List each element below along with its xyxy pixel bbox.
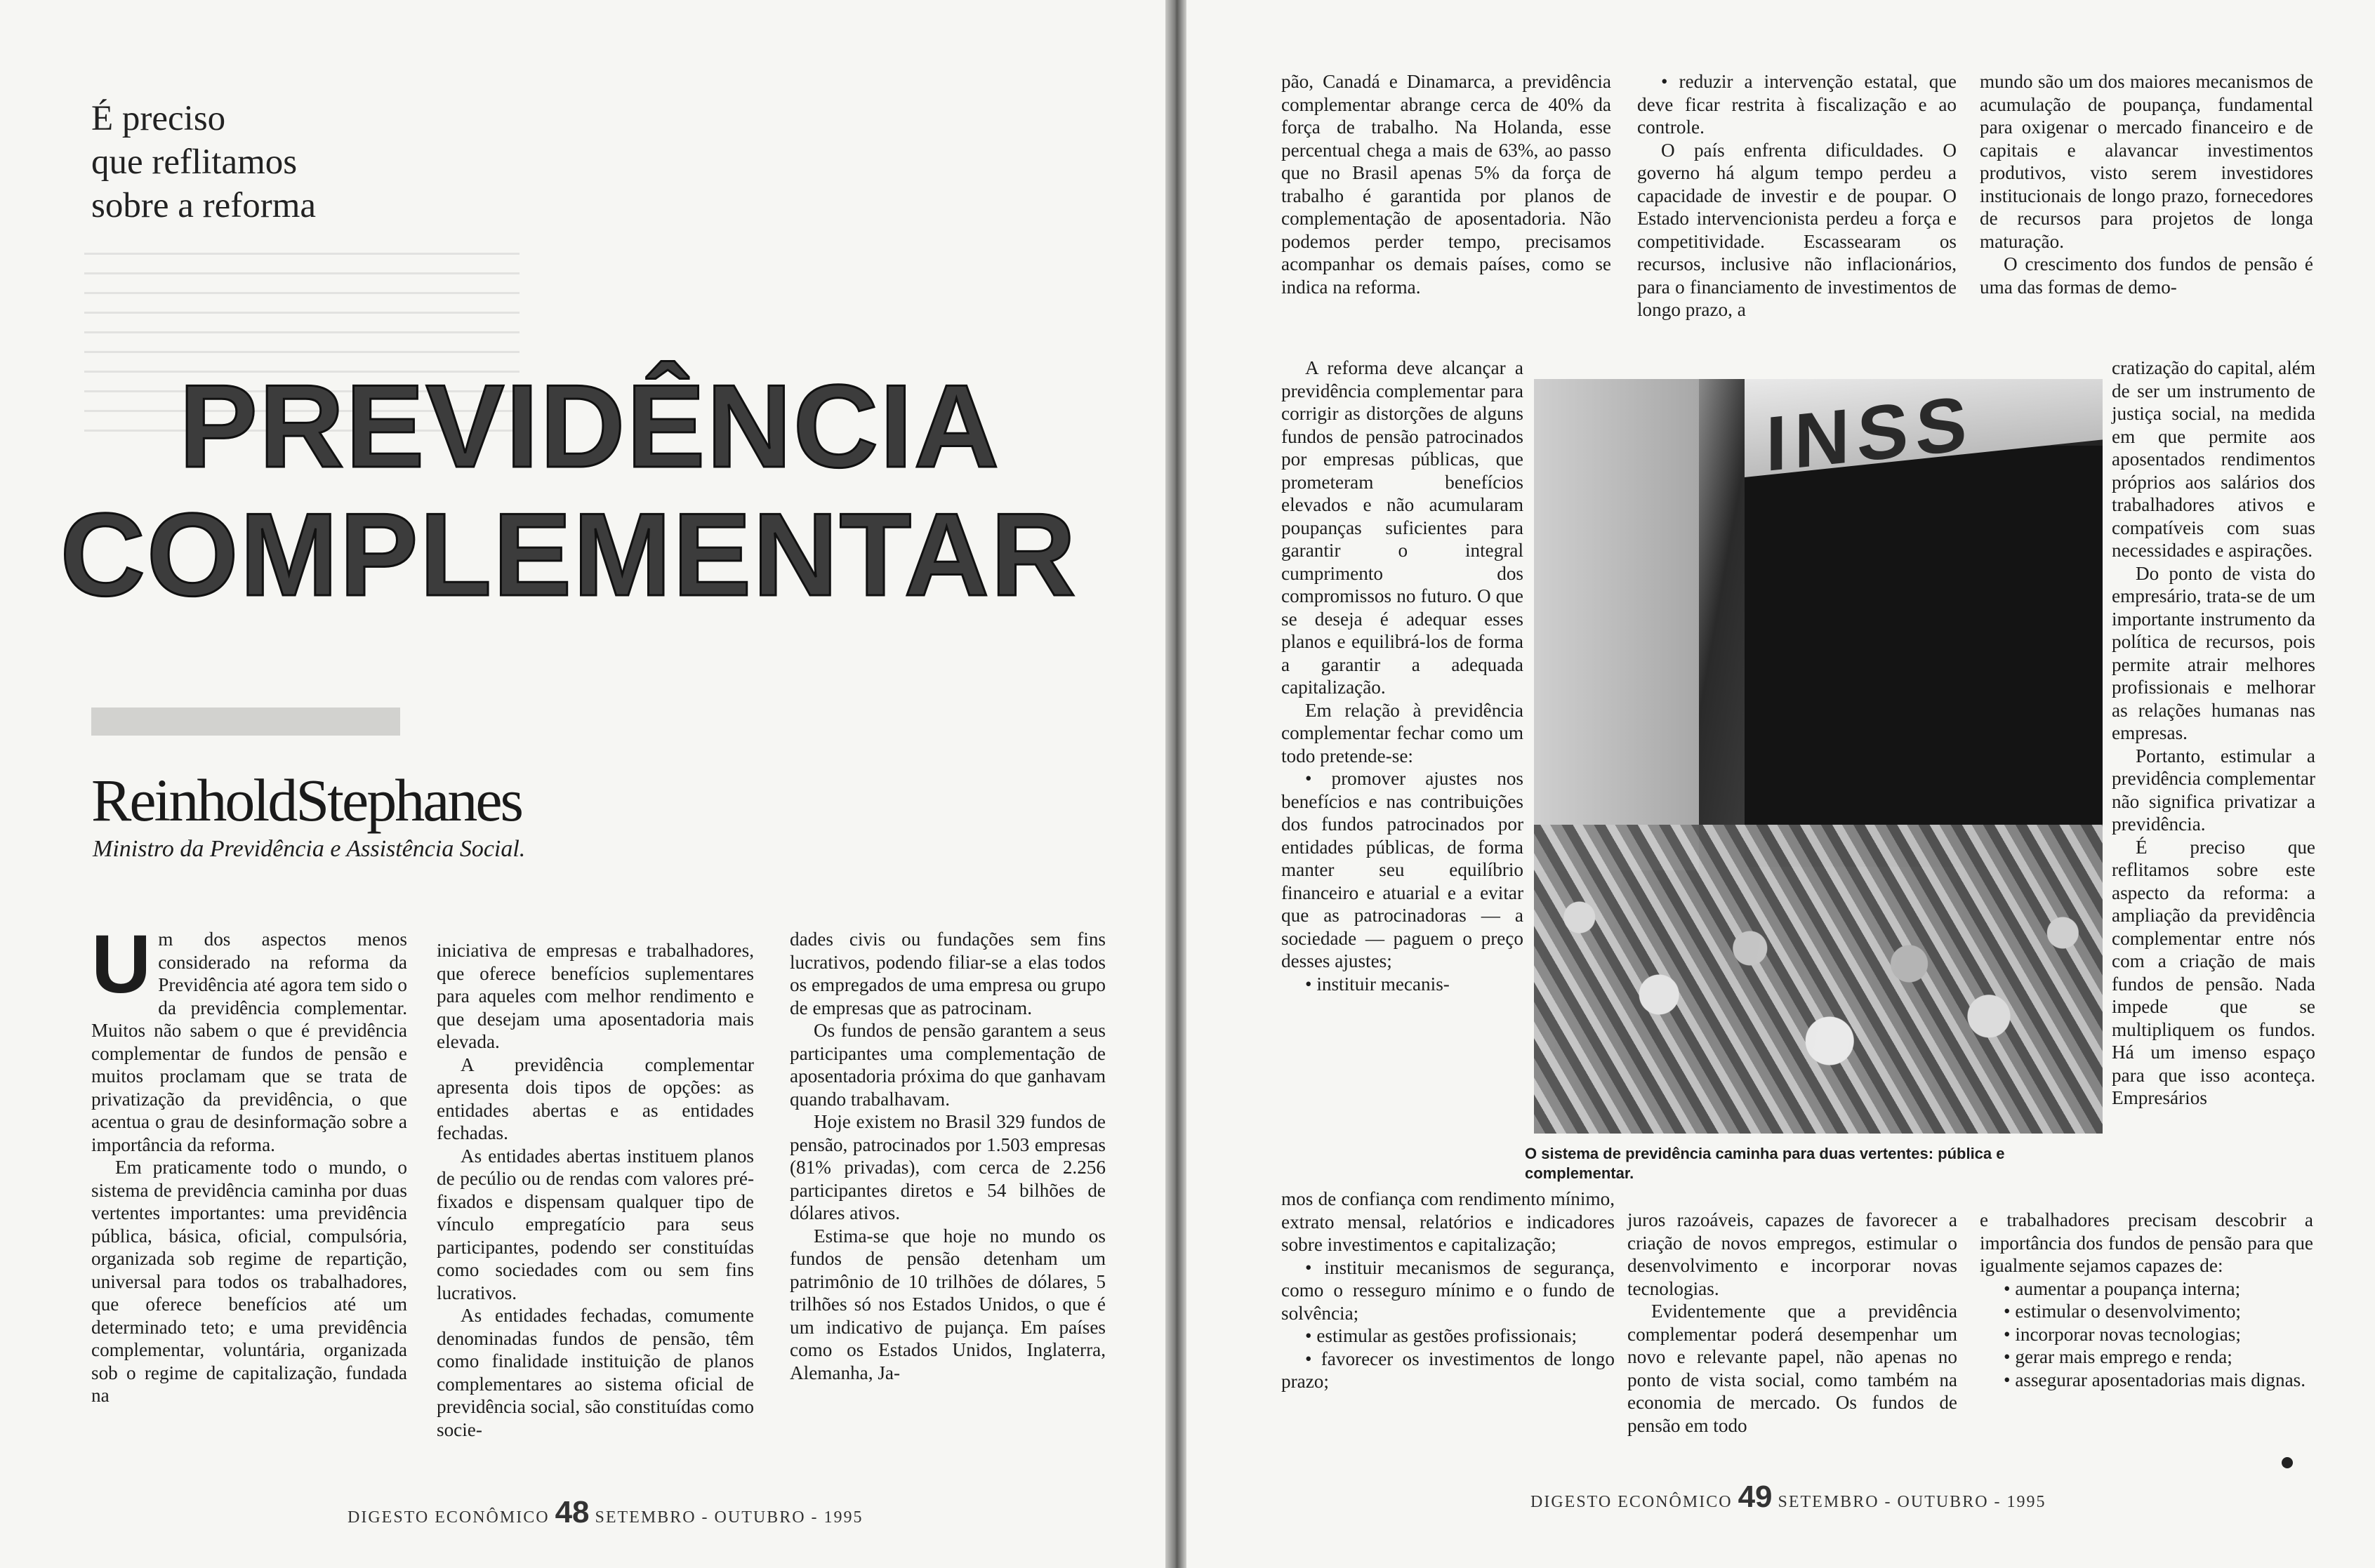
issue-date: SETEMBRO - OUTUBRO - 1995: [595, 1508, 864, 1527]
author-name: ReinholdStephanes: [91, 766, 522, 834]
paragraph: Em relação à previdência complementar fechar como um todo pretende-se:: [1281, 699, 1523, 766]
paragraph: Em praticamente todo o mundo, o sistema de previdência caminha por duas vertentes importantes: uma previdência pública, básica, oficial, compulsória, organizada sob regime de repartição, universal para todos os trabalhadores, que oferece benefícios até um determinado teto; e uma previdência complementar, voluntária, organizada sob o regime de capitalização, fundada na: [91, 1157, 407, 1406]
drop-cap: U: [91, 918, 152, 1011]
paragraph: e trabalhadores precisam descobrir a importância dos fundos de pensão para que igualmente sejamos capazes de:: [1980, 1209, 2313, 1276]
page-footer: [1530, 1480, 2046, 1515]
news-photo: [1534, 379, 2103, 1134]
paragraph: É preciso que reflitamos sobre este aspecto da reforma: a ampliação da previdência complementar entre nós com a criação de mais fundos de pensão. Nada impede que se multipliquem os fundos. Há um imenso espaço para que isso aconteça. Empresários: [2112, 836, 2315, 1108]
paragraph: mos de confiança com rendimento mínimo, extrato mensal, relatórios e indicadores sobre investimentos e capitalização;: [1281, 1188, 1615, 1255]
paragraph: As entidades fechadas, comumente denominadas fundos de pensão, têm como finalidade instituição de planos complementares ao sistema oficial de previdência social, são constituídas como socie-: [437, 1305, 754, 1440]
kicker-line: É preciso: [91, 99, 226, 138]
end-of-article-dot-icon: [2282, 1457, 2293, 1468]
issue-date: SETEMBRO - OUTUBRO - 1995: [1778, 1493, 2046, 1511]
paragraph: Os fundos de pensão garantem a seus participantes uma complementação de aposentadoria próxima do que ganhavam quando trabalhavam.: [790, 1020, 1106, 1110]
bullet-item: • gerar mais emprego e renda;: [2004, 1346, 2232, 1367]
bullet-item: • estimular o desenvolvimento;: [2004, 1301, 2241, 1322]
photo-sign-text: INSS: [1766, 379, 1974, 488]
body-column-3: [790, 928, 1106, 1384]
book-gutter: [1165, 0, 1186, 1568]
paragraph: pão, Canadá e Dinamarca, a previdência complementar abrange cerca de 40% da força de trabalho. Na Holanda, esse percentual chega a mais de 63%, ao passo que no Brasil apenas 5% da força de trabalho é garantida por planos de complementação de aposentadoria. Não podemos perder tempo, precisamos acompanhar os demais países, como se indica na reforma.: [1281, 71, 1611, 298]
bullet-item: • estimular as gestões profissionais;: [1305, 1325, 1577, 1346]
body-column-1-bottom: [1281, 1188, 1615, 1393]
bullet-item: • aumentar a poupança interna;: [2004, 1277, 2241, 1299]
paragraph: cratização do capital, além de ser um instrumento de justiça social, na medida em que permite aos aposentados rendimentos próprios aos salários dos trabalhadores ativos e compatíveis com suas necessidades e aspirações.: [2112, 357, 2315, 561]
bullet-item: • instituir mecanismos de segurança, como o resseguro mínimo e o fundo de solvência;: [1281, 1256, 1615, 1324]
body-column-3-top: [1980, 70, 2313, 298]
page-number: 48: [555, 1495, 590, 1529]
body-column-1: [91, 918, 407, 1407]
bullet-item: • assegurar aposentadorias mais dignas.: [2004, 1369, 2306, 1390]
paragraph: O crescimento dos fundos de pensão é uma das formas de demo-: [1980, 253, 2313, 298]
body-column-1-top: [1281, 70, 1611, 298]
paragraph: Hoje existem no Brasil 329 fundos de pensão, patrocinados por 1.503 empresas (81% privadas), com cerca de 2.256 participantes diretos e 54 bilhões de dólares ativos.: [790, 1111, 1106, 1223]
headline-line-1: PREVIDÊNCIA: [178, 360, 1001, 492]
photo-caption: O sistema de previdência caminha para duas vertentes: pública e complementar.: [1525, 1145, 2005, 1182]
paragraph: A reforma deve alcançar a previdência complementar para corrigir as distorções de alguns fundos de pensão patrocinados por empresas públicas, que prometeram benefícios elevados e não acumularam poupanças suficientes para garantir o integral cumprimento dos compromissos no futuro. O que se deseja é adequar esses planos e equilibrá-los de forma a garantir a adequada capitalização.: [1281, 357, 1523, 698]
body-column-3-bottom: [1980, 1209, 2313, 1391]
kicker: [91, 97, 316, 227]
body-column-2-top: [1637, 70, 1957, 321]
bullet-item: • favorecer os investimentos de longo prazo;: [1281, 1348, 1615, 1392]
paragraph: juros razoáveis, capazes de favorecer a criação de novos empregos, estimular o desenvolvimento e incorporar novas tecnologias.: [1627, 1209, 1957, 1299]
publication-name: DIGESTO ECONÔMICO: [1530, 1493, 1733, 1511]
publication-name: DIGESTO ECONÔMICO: [348, 1508, 550, 1527]
decorative-bar: [91, 707, 400, 736]
paragraph: dades civis ou fundações sem fins lucrativos, podendo filiar-se a elas todos os empregados de uma empresa ou grupo de empresas que as patrocinam.: [790, 929, 1106, 1018]
bullet-item: • reduzir a intervenção estatal, que deve ficar restrita à fiscalização e ao controle.: [1637, 71, 1957, 138]
paragraph: Do ponto de vista do empresário, trata-se de um importante instrumento da política de recursos, pois permite atrair melhores profissionais e melhorar as relações humanas nas empresas.: [2112, 562, 2315, 743]
right-page: [1186, 0, 2375, 1568]
body-column-2-bottom: [1627, 1209, 1957, 1437]
paragraph: Portanto, estimular a previdência complementar não significa privatizar a previdência.: [2112, 745, 2315, 835]
paragraph: [91, 918, 407, 1156]
bullet-item: • instituir mecanis-: [1305, 973, 1450, 995]
photo-column: [1534, 379, 1699, 870]
kicker-line: sobre a reforma: [91, 186, 316, 225]
page-number: 49: [1738, 1480, 1773, 1514]
headline-line-2: COMPLEMENTAR: [60, 489, 1078, 620]
paragraph-text: m dos aspectos menos considerado na reforma da Previdência até agora tem sido o da previdência complementar. Muitos não sabem o que é previdência complementar de fundos de pensão e muitos proclamam que se trata de privatização da previdência, o que acentua o grau de desinformação sobre a importância da reforma.: [91, 929, 407, 1155]
body-column-2: [437, 939, 754, 1441]
left-page: [0, 0, 1165, 1568]
kicker-line: que reflitamos: [91, 142, 298, 182]
author-role: Ministro da Previdência e Assistência Social.: [93, 836, 526, 862]
photo-doorway: [1745, 446, 2103, 867]
paragraph: iniciativa de empresas e trabalhadores, que oferece benefícios suplementares para aqueles com melhor rendimento e que desejam uma aposentadoria mais elevada.: [437, 940, 754, 1052]
bullet-item: • promover ajustes nos benefícios e nas contribuições dos fundos patrocinados por entidades públicas, de forma manter seu equilíbrio financeiro e atuarial e a evitar que as patrocinadoras — a sociedade — paguem o preço desses ajustes;: [1281, 768, 1523, 971]
photo-crowd: [1534, 825, 2103, 1134]
paragraph: mundo são um dos maiores mecanismos de acumulação de poupança, fundamental para oxigenar o mercado financeiro e de capitais e alavancar investimentos produtivos, visto serem investidores institucionais de longo prazo, fornecedores de recursos para projetos de longa maturação.: [1980, 71, 2313, 252]
bullet-item: • incorporar novas tecnologias;: [2004, 1323, 2241, 1345]
paragraph: O país enfrenta dificuldades. O governo há algum tempo perdeu a capacidade de investir e de poupar. O Estado intervencionista perdeu a força e competitividade. Escassearam os recursos, inclusive não inflacionários, para o financiamento de investimentos de longo prazo, a: [1637, 139, 1957, 320]
body-column-3-narrow: [2112, 357, 2315, 1110]
paragraph: Estima-se que hoje no mundo os fundos de pensão detenham um patrimônio de 10 trilhões de dólares, 5 trilhões só nos Estados Unidos, o que é um indicativo de pujança. Em países como os Estados Unidos, Inglaterra, Alemanha, Ja-: [790, 1225, 1106, 1383]
paragraph: As entidades abertas instituem planos de pecúlio ou de rendas com valores pré-fixados e dispensam qualquer tipo de vínculo empregatício para seus participantes, podendo ser constituídas como sociedades com ou sem fins lucrativos.: [437, 1145, 754, 1303]
body-column-1-narrow: [1281, 357, 1523, 995]
paragraph: Evidentemente que a previdência complementar poderá desempenhar um novo e relevante papel, não apenas no ponto de vista social, como também na economia de mercado. Os fundos de pensão em todo: [1627, 1301, 1957, 1436]
paragraph: A previdência complementar apresenta dois tipos de opções: as entidades abertas e as entidades fechadas.: [437, 1054, 754, 1143]
page-footer: [348, 1495, 864, 1530]
